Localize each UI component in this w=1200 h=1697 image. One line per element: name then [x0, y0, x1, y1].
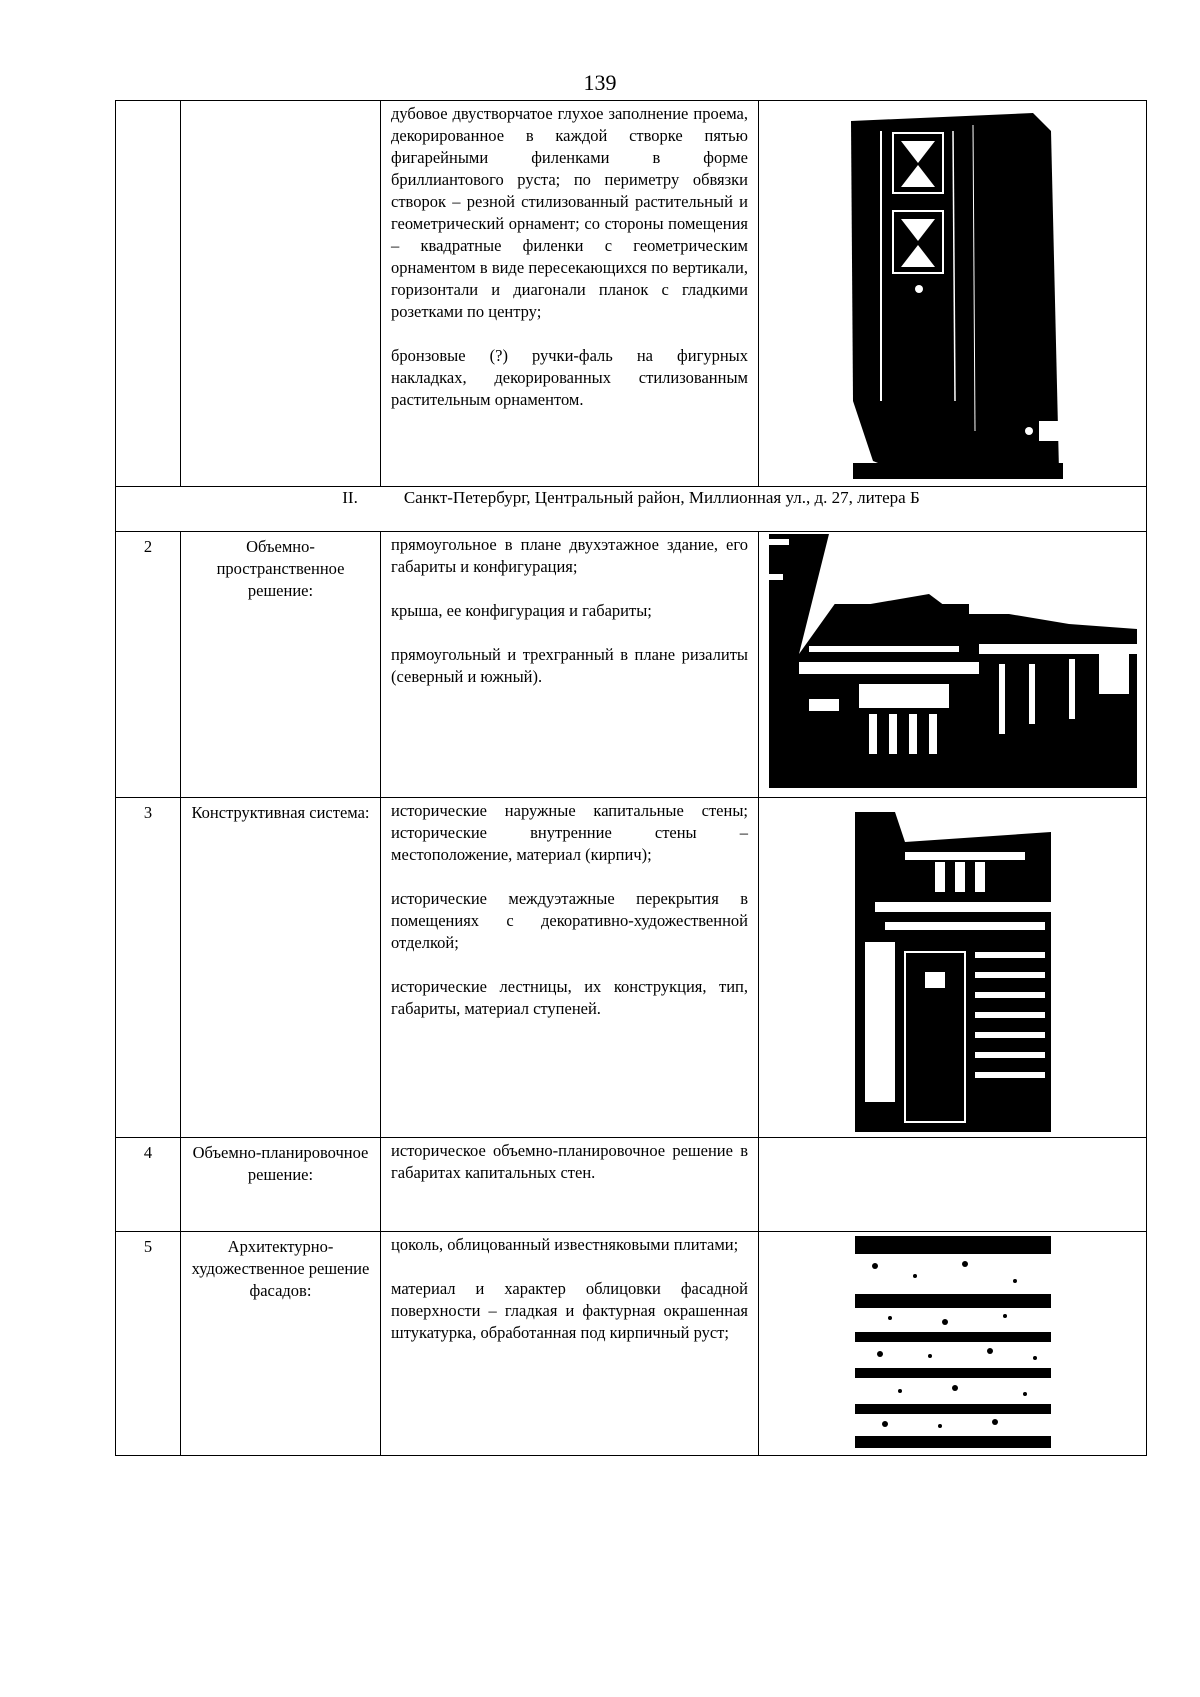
section-heading [116, 487, 1147, 532]
protection-subject-table [115, 100, 1147, 1456]
door-photo [833, 101, 1073, 483]
row-number: 5 [116, 1232, 181, 1456]
description-paragraph: дубовое двустворчатое глухое заполнение проема, декорированное в каждой створке пятью фигарейными филенками в форме бриллиантового руста; по периметру обвязки створок – резной стилизованный растительный и геометрический орнамент; со стороны помещения – квадратные филенки с геометрическим орнаментом в виде пересекающихся по вертикали, горизонтали и диагонали планок с гладкими розетками по центру; [391, 104, 748, 321]
photo-cell [759, 101, 1147, 487]
photo-cell [759, 532, 1147, 798]
description-paragraph: исторические междуэтажные перекрытия в помещениях с декоративно-художественной отделкой; [391, 889, 748, 952]
description-paragraph: прямоугольный и трехгранный в плане ризалиты (северный и южный). [391, 645, 748, 686]
building-corner-photo [769, 534, 1137, 788]
description-paragraph: исторические наружные капитальные стены; исторические внутренние стены – местоположение, материал (кирпич); [391, 801, 748, 864]
description-paragraph: бронзовые (?) ручки-фаль на фигурных накладках, декорированных стилизованным растительным орнаментом. [391, 346, 748, 409]
table-row [116, 798, 1147, 1138]
plinth-texture-photo [855, 1236, 1051, 1448]
num-cell [116, 101, 181, 487]
section-heading-row [116, 487, 1147, 532]
table-row [116, 1232, 1147, 1456]
description-paragraph: исторические лестницы, их конструкция, тип, габариты, материал ступеней. [391, 977, 748, 1018]
description-cell [381, 798, 759, 1138]
facade-bay-photo [855, 802, 1051, 1132]
row-number: 2 [116, 532, 181, 798]
description-paragraph: крыша, ее конфигурация и габариты; [391, 601, 652, 620]
row-number: 4 [116, 1138, 181, 1232]
row-number: 3 [116, 798, 181, 1138]
section-number: II. [342, 488, 358, 507]
table-row [116, 101, 1147, 487]
page-number: 139 [583, 70, 617, 95]
description-cell [381, 1232, 759, 1456]
criterion-cell [181, 101, 381, 487]
description-cell [381, 532, 759, 798]
description-paragraph: материал и характер облицовки фасадной поверхности – гладкая и фактурная окрашенная штукатурка, обработанная под кирпичный руст; [391, 1279, 748, 1342]
table-row [116, 1138, 1147, 1232]
description-cell [381, 1138, 759, 1232]
description-paragraph: прямоугольное в плане двухэтажное здание, его габариты и конфигурация; [391, 535, 748, 576]
criterion-label: Конструктивная система: [181, 798, 381, 1138]
criterion-label: Архитектурно-художественное решение фасадов: [181, 1232, 381, 1456]
description-paragraph: историческое объемно-планировочное решение в габаритах капитальных стен. [391, 1141, 748, 1182]
photo-cell [759, 1138, 1147, 1232]
photo-cell [759, 1232, 1147, 1456]
table-row [116, 532, 1147, 798]
description-paragraph: цоколь, облицованный известняковыми плитами; [391, 1235, 739, 1254]
criterion-label: Объемно-планировочное решение: [181, 1138, 381, 1232]
criterion-label: Объемно-пространственное решение: [181, 532, 381, 798]
description-cell [381, 101, 759, 487]
section-title: Санкт-Петербург, Центральный район, Миллионная ул., д. 27, литера Б [403, 488, 920, 507]
photo-cell [759, 798, 1147, 1138]
